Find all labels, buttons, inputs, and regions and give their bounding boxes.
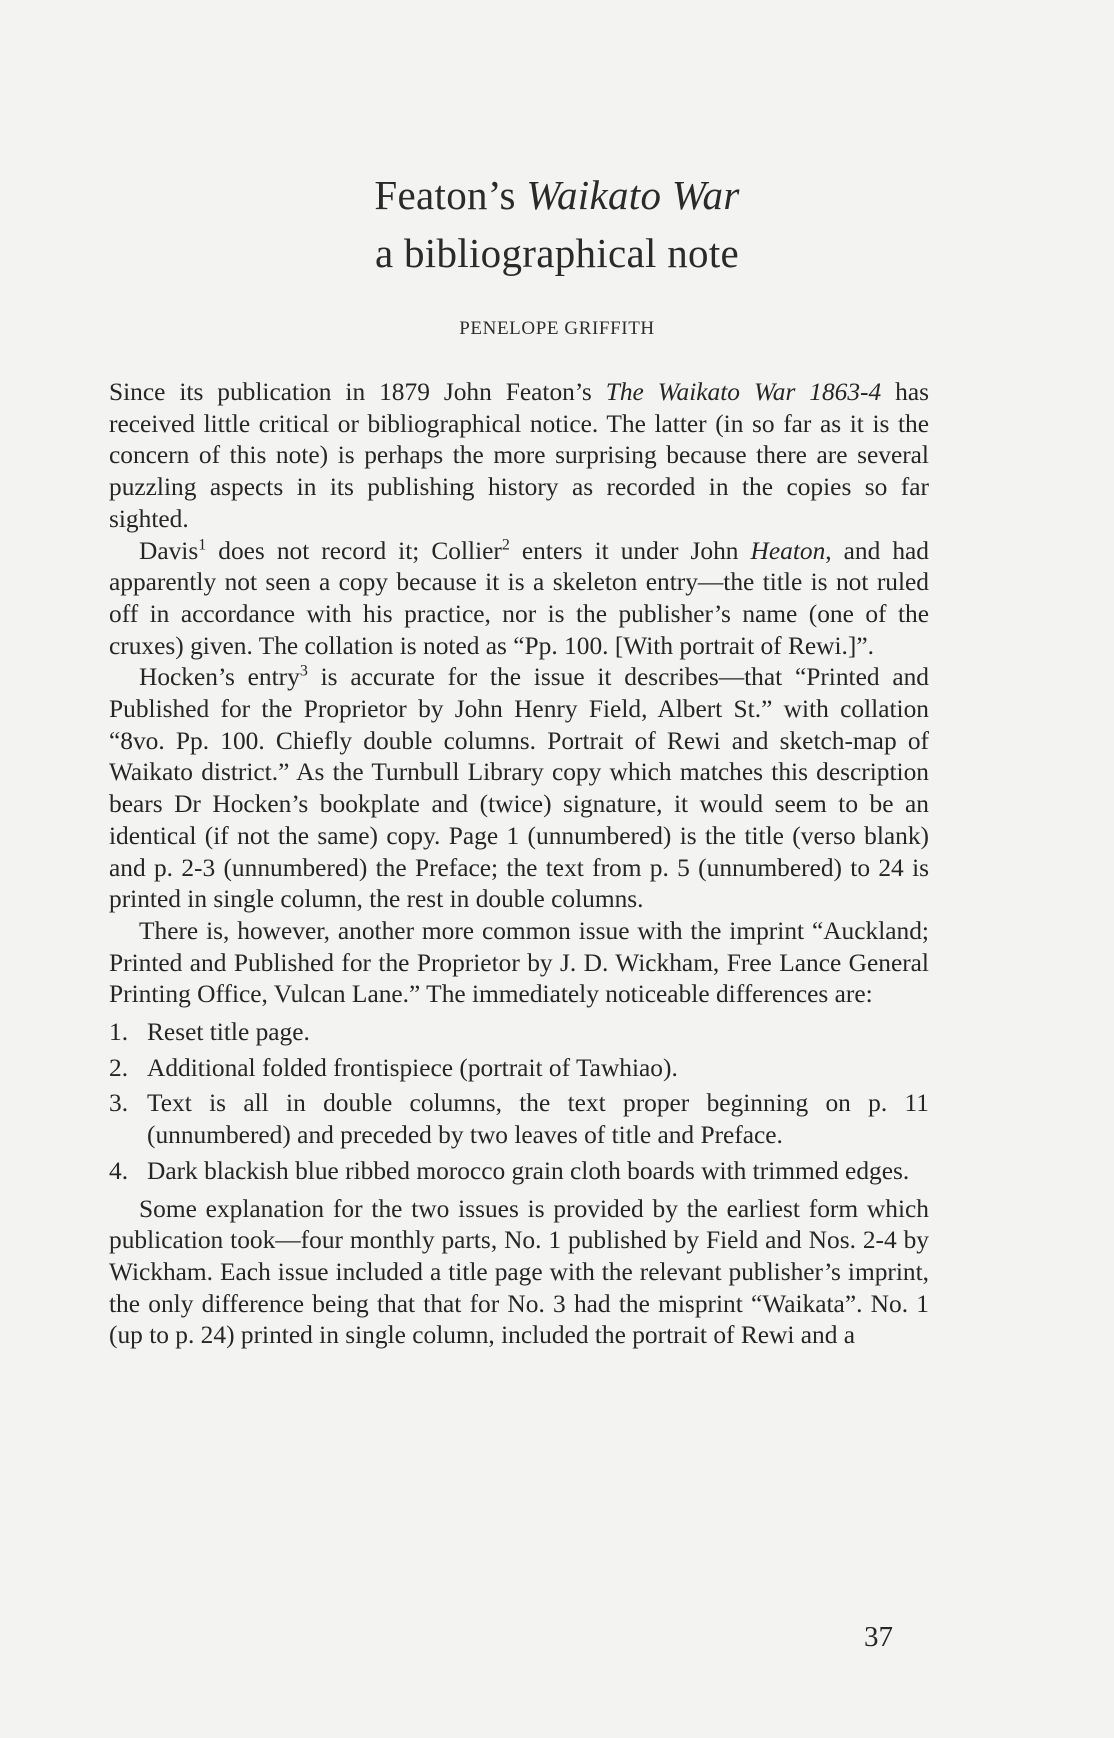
paragraph-3: Hocken’s entry$^3$ is accurate for the issue it describes—that “Printed and Published for the Proprietor by John Henry Field, Albert St.” with collation “8vo. Pp. 100. Chiefly double columns. Portrait of Rewi and sketch-map of Waikato district.” As the Turnbull Library copy which matches this description bears Dr Hocken’s bookplate and (twice) signature, it would seem to be an identical (if not the same) copy. Page 1 (unnumbered) is the title (verso blank) and p. 2-3 (unnumbered) the Preface; the text from p. 5 (unnumbered) to 24 is printed in single column, the rest in double columns. [109, 662, 929, 914]
article-title [0, 166, 1114, 282]
paragraph-4: There is, however, another more common issue with the imprint “Auckland; Printed and Published for the Proprietor by J. D. Wickham, Free Lance General Printing Office, Vulcan Lane.” The immediately noticeable differences are: [109, 916, 929, 1009]
title-line-1: Featon’s Waikato War [374, 172, 740, 218]
list-item: 3. Text is all in double columns, the text proper beginning on p. 11 (unnumbered) and preceded by two leaves of title and Preface. [109, 1089, 929, 1150]
article-body [109, 377, 929, 1352]
list-item: 1. Reset title page. [109, 1018, 310, 1047]
paragraph-5: Some explanation for the two issues is provided by the earliest form which publication took—four monthly parts, No. 1 published by Field and Nos. 2-4 by Wickham. Each issue included a title page with the relevant publisher’s imprint, the only difference being that that for No. 3 had the misprint “Waikata”. No. 1 (up to p. 24) printed in single column, included the portrait of Rewi and a [109, 1194, 929, 1350]
list-item: 4. Dark blackish blue ribbed morocco grain cloth boards with trimmed edges. [109, 1156, 910, 1185]
title-italic: Waikato War [526, 172, 740, 218]
page-number: 37 [864, 1621, 893, 1653]
paragraph-2: Davis$^1$ does not record it; Collier$^2$ enters it under John Heaton, and had apparently not seen a copy because it is a skeleton entry—the title is not ruled off in accordance with his practice, nor is the publisher’s name (one of the cruxes) given. The collation is noted as “Pp. 100. [With portrait of Rewi.]”. [109, 536, 929, 660]
title-line-2: a bibliographical note [374, 230, 740, 276]
differences-list [109, 1017, 929, 1188]
author-name: PENELOPE GRIFFITH [459, 318, 655, 339]
paragraph-1: Since its publication in 1879 John Featon’s The Waikato War 1863-4 has received little critical or bibliographical notice. The latter (in so far as it is the concern of this note) is perhaps the more surprising because there are several puzzling aspects in its publishing history as recorded in the copies so far sighted. [109, 378, 929, 533]
footnote-ref-3: 3 [299, 662, 308, 680]
footnote-ref-2: 2 [501, 536, 510, 554]
list-item: 2. Additional folded frontispiece (portrait of Tawhiao). [109, 1053, 678, 1082]
footnote-ref-1: 1 [198, 536, 207, 554]
